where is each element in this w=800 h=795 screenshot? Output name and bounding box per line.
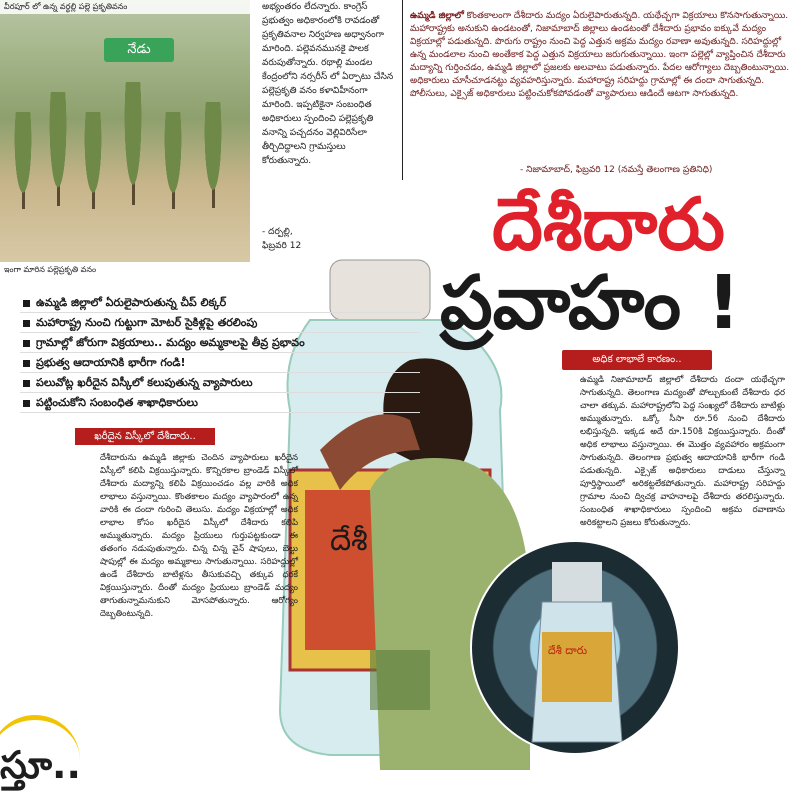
bullet-item: మహారాష్ట్ర నుంచి గుట్టుగా మోటర్ సైకిళ్లపై తరలింపు [20, 313, 420, 333]
intro-signature: - నిజామాబాద్, ఫిబ్రవరి 12 (నమస్తే తెలంగాణ ప్రతినిధి) [520, 165, 713, 175]
intro-lead: ఉమ్మడి జిల్లాలో [410, 11, 464, 21]
bullet-item: పట్టించుకోని సంబంధిత శాఖాధికారులు [20, 393, 420, 413]
middle-column [262, 0, 397, 225]
middle-paragraph: అభ్యంతరం లేదన్నారు. కాంగ్రెస్ ప్రభుత్వం అధికారంలోకి రావడంతో ప్రకృతివనాల నిర్వహణ అధ్వానంగా మారింది. పల్లెవనమునకై పాలక వరుపుతోన్నారు. రథాల్లి మండల కేంద్రంలోని నర్సరీస్ లో ఏర్పాటు చేసిన పల్లెప్రకృతి వనం కళావిహీనంగా మారింది. ఇప్పటికైనా సంబంధిత అధికారులు స్పందించి పల్లెప్రకృతి వనాన్ని పచ్చదనం వెల్లివిరిసేలా తీర్చిదిద్దాలని గ్రామస్తులు కోరుతున్నారు. [262, 2, 394, 166]
photo-caption-bottom: ఇంగా మారిన పల్లెప్రకృతి వనం [0, 262, 250, 278]
bullet-list [20, 293, 420, 413]
bottle-photo-inset [470, 540, 680, 755]
intro-paragraph [410, 10, 790, 165]
body-left-column: దేశీదారును ఉమ్మడి జిల్లాకు చెందిన వ్యాపారులు ఖరీదైన విస్కీలో కలిపి విక్రయిస్తున్నారు. కొన్నిరకాల బ్రాండెడ్ విస్కీలో దేశీదారు మద్యాన్ని కలిపి విక్రయించడం వల్ల వారికి అధిక లాభాలు వస్తున్నాయి. కొంతకాలం మద్యం వ్యాపారంలో ఉన్న వారికి ఈ దందా గురించి తెలుసు. మద్యం విక్రయాల్లో అధిక లాభాల కోసం ఖరీదైన విస్కీలో దేశీదారు కలిపి అమ్ముతున్నారు. మద్యం ప్రియులు గుర్తుపట్టకుండా ఈ తతంగం నడుపుతున్నారు. చిన్న చిన్న వైన్ షాపులు, బెల్టు షాపుల్లో ఈ మద్యం అమ్మకాలు సాగుతున్నాయి. సరిహద్దుల్లో ఉండే దేశీదారు బాటిళ్లను తీసుకువచ్చి తక్కువ ధరకే విక్రయిస్తున్నారు. దీంతో మద్యం ప్రియులు బ్రాండెడ్ మద్యం తాగుతున్నామనుకుని మోసపోతున్నారు. ఆరోగ్యం దెబ్బతింటున్నది. [100, 453, 298, 619]
column-divider [402, 0, 403, 180]
headline-line1: దేశీదారు [492, 182, 725, 266]
section-badge: ఖరీదైన విస్కీలో దేశీదారు.. [75, 428, 215, 445]
sign-date: ఫిబ్రవరి 12 [262, 241, 302, 251]
subhead-badge: అధిక లాభాలే కారణం.. [562, 350, 712, 370]
bullet-item: పలువోట్ల ఖరీదైన విస్కీలో కలుపుతున్న వ్యాపారులు [20, 373, 420, 393]
intro-text: కొంతకాలంగా దేశీదారు మద్యం ఏరులైపారుతున్నది. యథేచ్ఛగా విక్రయాలు కొనసాగుతున్నాయి. మహారాష్ట్రకు అనుకుని ఉండటంతో, నిజామాబాద్ జిల్లాలు ఉండటంతో దేశీదారు ప్రభావం ఐక్కువే మద్యం విక్రయాల్లో పడుతున్నది. పొరుగు రాష్ట్రం నుంచి పెద్ద ఎత్తున అక్రమ మద్యం రవాణా అవుతున్నది. సరిహద్దుల్లో ఉన్న మండలాల నుంచి అంతేకాక పెద్ద ఎత్తున విక్రయాలు జరుగుతున్నాయి. ఇంగా పల్లెల్లో వ్యాప్తించిన దేశీదారు మద్యాన్ని గుర్తించడం, ఉమ్మడి జిల్లాలో ప్రజలకు అలవాటు పడుతున్నారు. పేదల ఆరోగ్యాలు దెబ్బతింటున్నాయి. అధికారులు చూసీచూడనట్టు వ్యవహరిస్తున్నారు. మహారాష్ట్ర సరిహద్దు గ్రామాల్లో ఈ దందా సాగుతున్నది. పోలీసులు, ఎక్సైజ్ అధికారులు పట్టించుకోకపోవడంతో వ్యాపారులు ఆడిందే ఆటగా సాగుతున్నది. [410, 11, 790, 99]
photo-caption: వీరపూర్ లో ఉన్న వర్థల్లి పల్లె ప్రకృతివనం [0, 0, 250, 14]
body-right-column: ఉమ్మడి నిజామాబాద్ జిల్లాలో దేశీదారు దందా యథేచ్ఛగా సాగుతున్నది. తెలంగాణ మద్యంతో పోల్చుకుంటే దేశీదారు ధర చాలా తక్కువ. మహారాష్ట్రలోని పెద్ద సంఖ్యలో దేశీదారు బాటిళ్లు అమ్ముతున్నారు. ఒక్కో సీసా రూ.56 నుంచి దేశీదారు లభిస్తున్నది. ఇక్కడ అదే రూ.150కి విక్రయిస్తున్నారు. దీంతో అధిక లాభాలు వస్తున్నాయి. ఈ మొత్తం వ్యవహారం అక్రమంగా సాగుతున్నది. తెలంగాణ ప్రభుత్వ ఆదాయానికి భారీగా గండి పడుతున్నది. ఎక్సైజ్ అధికారులు దాడులు చేస్తున్నా పూర్తిస్థాయిలో అరికట్టలేకపోతున్నారు. మహారాష్ట్ర సరిహద్దు గ్రామాల నుంచి ద్విచక్ర వాహనాలపై దేశీదారు తరలిస్తున్నారు. సంబంధిత శాఖాధికారులు స్పందించి అక్రమ రవాణాను అరికట్టాలని ప్రజలు కోరుతున్నారు. [580, 375, 785, 528]
bullet-item: ఉమ్మడి జిల్లాలో ఏరులైపారుతున్న చీప్ లిక్కర్ [20, 293, 420, 313]
middle-sign [262, 225, 397, 253]
sign-author: - దర్పల్లి, [262, 227, 293, 237]
bottle-main-label: దేశీ [330, 523, 368, 558]
bullet-item: గ్రామాల్లో జోరుగా విక్రయాలు.. మద్యం అమ్మకాలపై తీవ్ర ప్రభావం [20, 333, 420, 353]
bottle-label: దేశీ దారు [548, 644, 588, 657]
today-badge: నేడు [104, 38, 174, 62]
bullet-item: ప్రభుత్వ ఆదాయానికి భారీగా గండి! [20, 353, 420, 373]
bottom-word: స్తూ.. [0, 743, 81, 787]
headline-line2: ప్రవాహం ! [440, 260, 741, 346]
